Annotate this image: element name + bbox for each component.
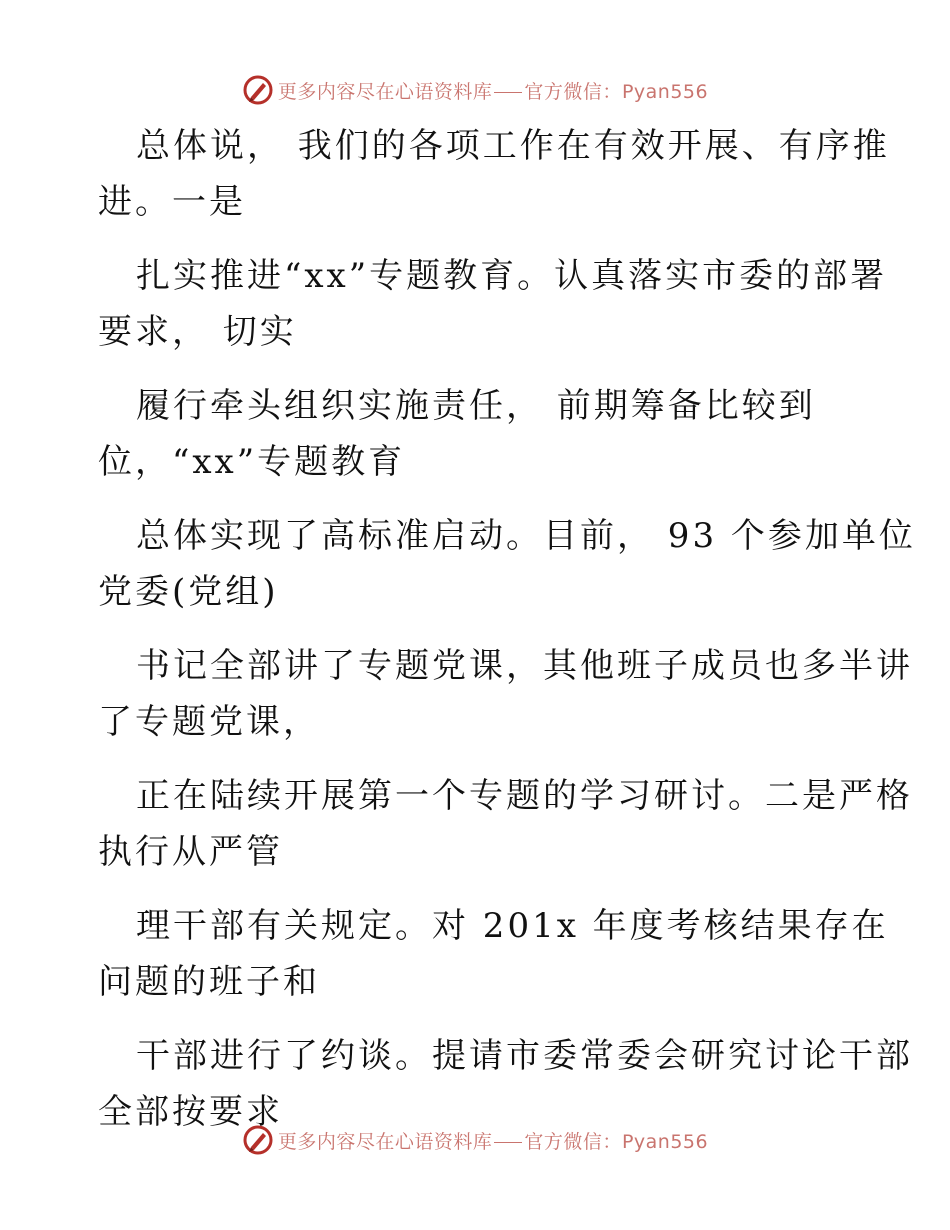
footer-banner-prefix: 更多内容尽在心语资料库: [277, 1130, 493, 1153]
paragraph-line: 书记全部讲了专题党课，其他班子成员也多半讲: [136, 646, 913, 686]
paragraph-line: 问题的班子和: [98, 962, 320, 1002]
paragraph-line: 理干部有关规定。对 201x 年度考核结果存在: [136, 906, 889, 946]
paragraph: [0, 898, 950, 1010]
footer-banner-text: [278, 1127, 708, 1154]
header-banner-wechat: Pyan556: [621, 80, 709, 103]
footer-banner-wechat: Pyan556: [621, 1130, 709, 1153]
footer-banner: [0, 1120, 950, 1160]
paragraph-line: 总体说， 我们的各项工作在有效开展、有序推: [136, 126, 890, 166]
header-banner-suffix: 官方微信：: [524, 80, 622, 103]
header-banner-dash: [494, 92, 522, 93]
paragraph: [0, 508, 950, 620]
paragraph-line: 党委(党组): [98, 572, 279, 612]
paragraph-line: 全部按要求: [98, 1092, 283, 1132]
pen-logo-icon: [242, 1124, 274, 1156]
paragraph-line: 执行从严管: [98, 832, 283, 872]
header-banner: [0, 70, 950, 110]
paragraph-line: 扎实推进“xx”专题教育。认真落实市委的部署: [136, 256, 888, 296]
paragraph-line: 要求， 切实: [98, 312, 297, 352]
document-body: [0, 118, 950, 1140]
paragraph-line: 位，“xx”专题教育: [98, 442, 406, 482]
paragraph-line: 正在陆续开展第一个专题的学习研讨。二是严格: [136, 776, 913, 816]
paragraph: [0, 378, 950, 490]
paragraph: [0, 248, 950, 360]
paragraph-line: 履行牵头组织实施责任， 前期筹备比较到: [136, 386, 816, 426]
paragraph: [0, 768, 950, 880]
paragraph-line: 总体实现了高标准启动。目前， 93 个参加单位: [136, 516, 916, 556]
header-banner-prefix: 更多内容尽在心语资料库: [277, 80, 493, 103]
footer-banner-suffix: 官方微信：: [524, 1130, 622, 1153]
header-banner-text: [278, 77, 708, 104]
pen-logo-icon: [242, 74, 274, 106]
paragraph-line: 了专题党课，: [98, 702, 320, 742]
paragraph-line: 进。一是: [98, 182, 246, 222]
paragraph: [0, 638, 950, 750]
footer-banner-dash: [494, 1142, 522, 1143]
paragraph-line: 干部进行了约谈。提请市委常委会研究讨论干部: [136, 1036, 913, 1076]
paragraph: [0, 118, 950, 230]
